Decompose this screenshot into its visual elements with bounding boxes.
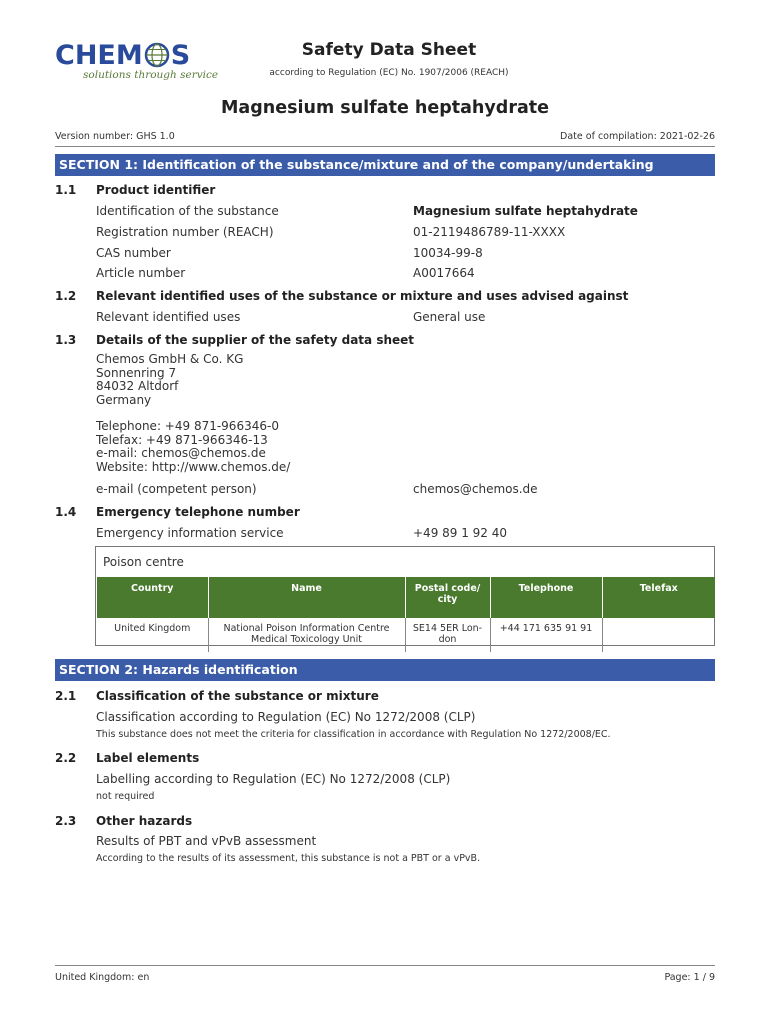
document-subtitle: according to Regulation (EC) No. 1907/2006 (REACH)	[269, 68, 509, 78]
section-2-2-number: 2.2	[55, 751, 77, 765]
logo-brand-post: S	[170, 40, 191, 71]
section-1-4-heading: Emergency telephone number	[96, 505, 300, 519]
uses-label: Relevant identified uses	[96, 310, 241, 324]
column-header: Telephone	[490, 577, 602, 618]
footer-locale: United Kingdom: en	[55, 972, 150, 983]
section-2-header: SECTION 2: Hazards identification	[55, 659, 715, 681]
address-line: Germany	[96, 392, 152, 407]
column-header: Postal code/ city	[405, 577, 490, 618]
article-value: A0017664	[413, 266, 475, 280]
registration-value: 01-2119486789-11-XXXX	[413, 225, 566, 239]
section-1-2-heading: Relevant identified uses of the substance or mixture and uses advised against	[96, 289, 629, 303]
registration-label: Registration number (REACH)	[96, 225, 274, 239]
table-header-row	[97, 577, 715, 618]
poison-centre-box	[95, 546, 715, 646]
labelling-note: not required	[96, 791, 155, 802]
uses-value: General use	[413, 310, 486, 324]
cas-value: 10034-99-8	[413, 246, 483, 260]
section-1-3-number: 1.3	[55, 333, 77, 347]
section-1-1-heading: Product identifier	[96, 183, 216, 197]
emergency-label: Emergency information service	[96, 526, 284, 540]
address-line: Chemos GmbH & Co. KG	[96, 352, 244, 366]
section-1-1-number: 1.1	[55, 183, 77, 197]
classification-note: This substance does not meet the criteria for classification in accordance with Regulation No 1272/2008/EC.	[96, 729, 611, 740]
competent-email-label: e-mail (competent person)	[96, 482, 257, 496]
table-cell: +44 171 635 91 91	[490, 618, 602, 652]
section-2-1-number: 2.1	[55, 689, 77, 703]
section-1-4-number: 1.4	[55, 505, 77, 519]
supplier-contact	[96, 420, 290, 474]
poison-centre-title: Poison centre	[103, 555, 184, 569]
substance-id-label: Identification of the substance	[96, 204, 279, 218]
product-title: Magnesium sulfate heptahydrate	[221, 98, 549, 118]
column-header: Telefax	[602, 577, 715, 618]
article-label: Article number	[96, 266, 186, 280]
section-1-3-heading: Details of the supplier of the safety data sheet	[96, 333, 415, 347]
address-line: Sonnenring 7	[96, 365, 177, 380]
header-divider	[55, 146, 715, 147]
section-2-3-heading: Other hazards	[96, 814, 193, 828]
section-1-2-number: 1.2	[55, 289, 77, 303]
substance-id-value: Magnesium sulfate heptahydrate	[413, 204, 638, 218]
page-number: Page: 1 / 9	[664, 972, 715, 983]
section-2-2-heading: Label elements	[96, 751, 200, 765]
logo-tagline: solutions through service	[83, 69, 219, 81]
version-number: Version number: GHS 1.0	[55, 131, 175, 142]
section-2-3-number: 2.3	[55, 814, 77, 828]
poison-centre-table	[97, 577, 715, 652]
emergency-value: +49 89 1 92 40	[413, 526, 508, 540]
pbt-note: According to the results of its assessment, this substance is not a PBT or a vPvB.	[96, 853, 481, 864]
telephone-line: Telephone: +49 871-966346-0	[96, 419, 279, 433]
table-cell: United Kingdom	[97, 618, 208, 652]
pbt-sub: Results of PBT and vPvB assessment	[96, 834, 317, 848]
cas-label: CAS number	[96, 246, 171, 260]
meta-row	[55, 131, 715, 142]
labelling-sub: Labelling according to Regulation (EC) No 1272/2008 (CLP)	[96, 772, 451, 786]
table-cell	[602, 618, 715, 652]
table-row	[97, 618, 715, 652]
competent-email-value[interactable]: chemos@chemos.de	[413, 482, 538, 496]
table-cell: National Poison Information Centre Medical Toxicology Unit	[208, 618, 405, 652]
section-2-1-heading: Classification of the substance or mixture	[96, 689, 379, 703]
email-line[interactable]: e-mail: chemos@chemos.de	[96, 446, 266, 460]
compilation-date: Date of compilation: 2021-02-26	[560, 131, 715, 142]
footer-divider	[55, 965, 715, 966]
telefax-line: Telefax: +49 871-966346-13	[96, 432, 268, 447]
column-header: Name	[208, 577, 405, 618]
address-line: 84032 Altdorf	[96, 379, 179, 393]
logo-brand-pre: CHEM	[55, 40, 143, 71]
section-1-header: SECTION 1: Identification of the substance/mixture and of the company/undertaking	[55, 154, 715, 176]
classification-sub: Classification according to Regulation (EC) No 1272/2008 (CLP)	[96, 710, 476, 724]
column-header: Country	[97, 577, 208, 618]
supplier-address	[96, 353, 243, 407]
website-line[interactable]: Website: http://www.chemos.de/	[96, 459, 291, 474]
table-cell: SE14 5ER Lon- don	[405, 618, 490, 652]
document-title: Safety Data Sheet	[301, 40, 477, 60]
